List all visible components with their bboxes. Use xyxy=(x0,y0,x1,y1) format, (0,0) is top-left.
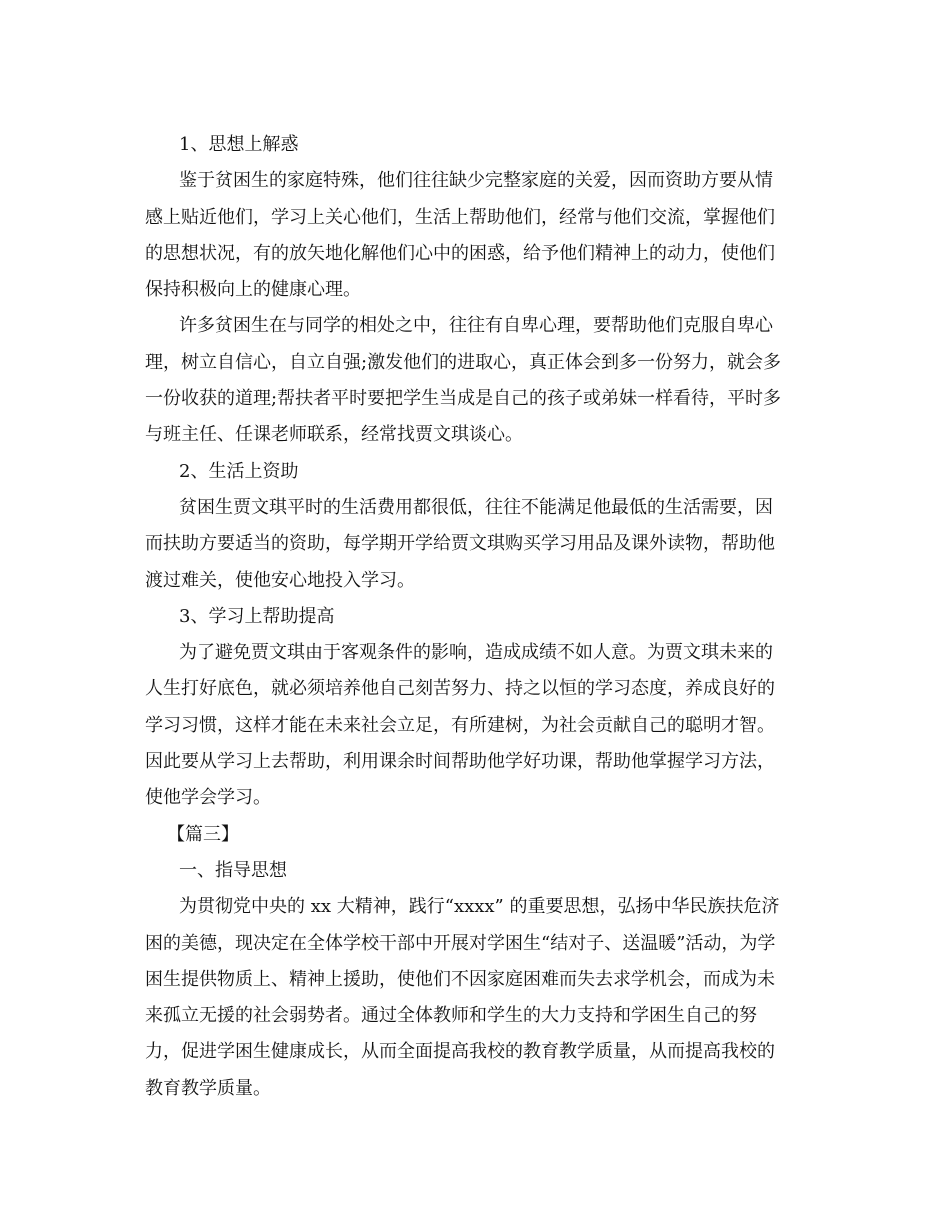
paragraph-line: 而扶助方要适当的资助，每学期开学给贾文琪购买学习用品及课外读物，帮助他 xyxy=(145,533,775,555)
document-body xyxy=(145,127,810,1107)
paragraph-line: 学习习惯，这样才能在未来社会立足，有所建树，为社会贡献自己的聪明才智。 xyxy=(145,714,775,736)
paragraph-line: 人生打好底色，就必须培养他自己刻苦努力、持之以恒的学习态度，养成良好的 xyxy=(145,678,775,700)
paragraph xyxy=(145,163,810,308)
paragraph-line: 使他学会学习。 xyxy=(145,787,271,809)
section-heading xyxy=(145,127,810,163)
paragraph-line: 困生提供物质上、精神上援助，使他们不因家庭困难而失去求学机会，而成为未 xyxy=(145,968,775,990)
part-title-text: 【篇三】 xyxy=(167,823,239,845)
paragraph-line: 与班主任、任课老师联系，经常找贾文琪谈心。 xyxy=(145,424,523,446)
section-heading xyxy=(145,599,810,635)
paragraph-line: 为贯彻党中央的 xx 大精神，践行“xxxx” 的重要思想，弘扬中华民族扶危济 xyxy=(179,896,780,918)
paragraph-line: 贫困生贾文琪平时的生活费用都很低，往往不能满足他最低的生活需要，因 xyxy=(179,496,773,518)
paragraph-line: 保持积极向上的健康心理。 xyxy=(145,279,361,301)
paragraph-line: 教育教学质量。 xyxy=(145,1077,271,1099)
paragraph-line: 因此要从学习上去帮助，利用课余时间帮助他学好功课，帮助他掌握学习方法， xyxy=(145,751,775,773)
section-heading xyxy=(145,853,810,889)
heading-text: 一、指导思想 xyxy=(179,859,287,881)
paragraph-line: 的思想状况，有的放矢地化解他们心中的困惑，给予他们精神上的动力，使他们 xyxy=(145,242,775,264)
paragraph-line: 许多贫困生在与同学的相处之中，往往有自卑心理，要帮助他们克服自卑心 xyxy=(179,315,773,337)
paragraph-line: 力，促进学困生健康成长，从而全面提高我校的教育教学质量，从而提高我校的 xyxy=(145,1041,775,1063)
paragraph xyxy=(145,308,810,453)
part-title xyxy=(145,817,810,853)
paragraph-line: 鉴于贫困生的家庭特殊，他们往往缺少完整家庭的关爱，因而资助方要从情 xyxy=(179,170,773,192)
heading-text: 3、学习上帮助提高 xyxy=(179,605,335,627)
paragraph xyxy=(145,635,810,816)
paragraph-line: 困的美德，现决定在全体学校干部中开展对学困生“结对子、送温暖”活动，为学 xyxy=(145,932,776,954)
paragraph-line: 一份收获的道理;帮扶者平时要把学生当成是自己的孩子或弟妹一样看待，平时多 xyxy=(145,388,782,410)
paragraph xyxy=(145,490,810,599)
heading-text: 2、生活上资助 xyxy=(179,460,299,482)
paragraph-line: 理，树立自信心，自立自强;激发他们的进取心，真正体会到多一份努力，就会多 xyxy=(145,351,782,373)
section-heading xyxy=(145,454,810,490)
paragraph-line: 为了避免贾文琪由于客观条件的影响，造成成绩不如人意。为贾文琪未来的 xyxy=(179,642,773,664)
paragraph-line: 渡过难关，使他安心地投入学习。 xyxy=(145,569,415,591)
heading-text: 1、思想上解惑 xyxy=(179,134,299,155)
paragraph-line: 感上贴近他们，学习上关心他们，生活上帮助他们，经常与他们交流，掌握他们 xyxy=(145,206,775,228)
paragraph-line: 来孤立无援的社会弱势者。通过全体教师和学生的大力支持和学困生自己的努 xyxy=(145,1005,757,1027)
paragraph xyxy=(145,889,810,1107)
